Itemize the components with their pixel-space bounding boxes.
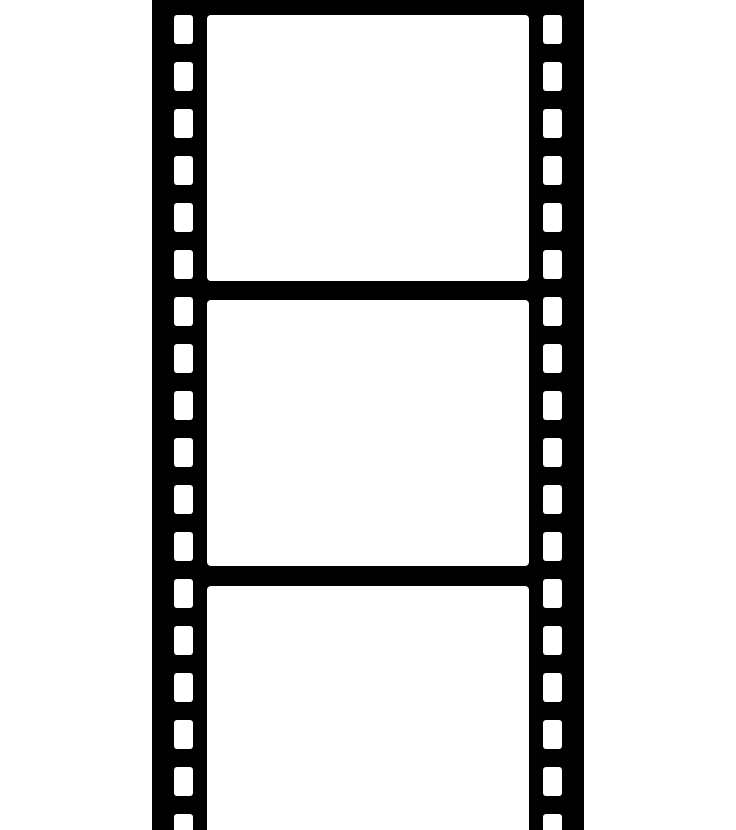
sprocket-hole-right <box>543 579 562 608</box>
sprocket-hole-left <box>174 673 193 702</box>
sprocket-hole-left <box>174 767 193 796</box>
sprocket-hole-left <box>174 626 193 655</box>
sprocket-hole-left <box>174 814 193 830</box>
sprocket-hole-right <box>543 250 562 279</box>
film-frames <box>207 15 529 830</box>
sprocket-hole-right <box>543 767 562 796</box>
sprocket-hole-left <box>174 344 193 373</box>
sprocket-hole-right <box>543 203 562 232</box>
sprocket-hole-left <box>174 156 193 185</box>
sprocket-hole-right <box>543 15 562 44</box>
sprocket-hole-left <box>174 109 193 138</box>
sprocket-hole-right <box>543 532 562 561</box>
sprocket-hole-right <box>543 814 562 830</box>
sprocket-hole-left <box>174 532 193 561</box>
sprocket-hole-right <box>543 109 562 138</box>
sprocket-hole-left <box>174 203 193 232</box>
sprocket-hole-left <box>174 250 193 279</box>
sprocket-hole-right <box>543 62 562 91</box>
film-frame <box>207 586 529 830</box>
sprocket-hole-left <box>174 297 193 326</box>
sprocket-hole-left <box>174 438 193 467</box>
sprocket-hole-right <box>543 720 562 749</box>
sprocket-hole-left <box>174 579 193 608</box>
sprocket-hole-left <box>174 62 193 91</box>
sprocket-hole-left <box>174 485 193 514</box>
sprocket-hole-right <box>543 673 562 702</box>
sprocket-hole-right <box>543 297 562 326</box>
sprocket-hole-right <box>543 438 562 467</box>
sprocket-hole-right <box>543 344 562 373</box>
sprocket-hole-right <box>543 391 562 420</box>
film-frame <box>207 15 529 281</box>
sprocket-hole-right <box>543 485 562 514</box>
sprocket-hole-right <box>543 156 562 185</box>
sprocket-hole-left <box>174 15 193 44</box>
sprocket-hole-left <box>174 720 193 749</box>
sprocket-hole-left <box>174 391 193 420</box>
film-frame <box>207 300 529 566</box>
sprocket-hole-right <box>543 626 562 655</box>
